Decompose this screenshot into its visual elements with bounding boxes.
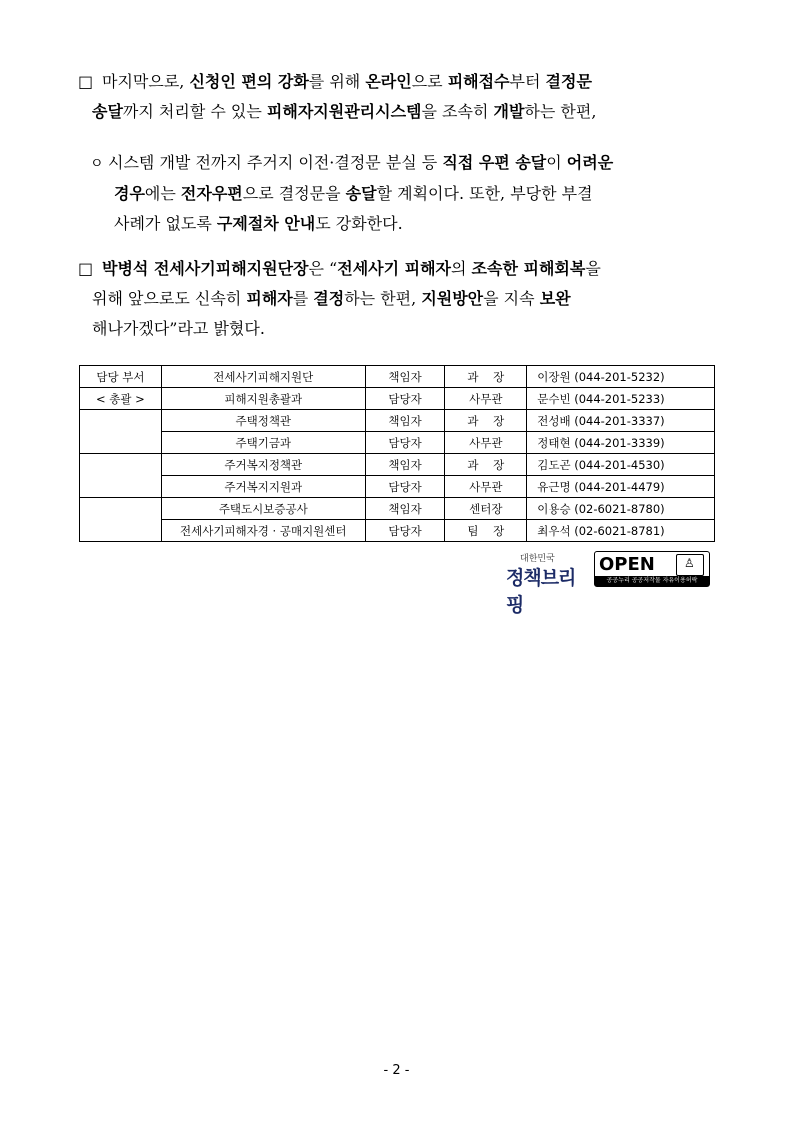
- policy-briefing-logo-text: 정책브리핑: [506, 567, 576, 616]
- bold-text-run: 송달: [92, 102, 123, 121]
- contact-person: 최우석 (02-6021-8781): [527, 520, 715, 542]
- para2-line1: [78, 148, 718, 179]
- dept-header-label: 담당 부서: [80, 366, 162, 388]
- org-unit: 피해지원총괄과: [161, 388, 365, 410]
- paragraph-email-delivery: [78, 148, 718, 239]
- contact-person: 김도곤 (044-201-4530): [527, 454, 715, 476]
- text-run: 까지 처리할 수 있는: [122, 102, 267, 121]
- text-run: 시스템 개발 전까지 주거지 이전·결정문 분실 등: [108, 153, 443, 172]
- org-unit: 주택기금과: [161, 432, 365, 454]
- table-row: [80, 454, 715, 476]
- bold-text-run: 구제절차 안내: [216, 214, 316, 233]
- dept-header-sub: < 총괄 >: [80, 388, 162, 410]
- para2-line2: [78, 179, 718, 209]
- bold-text-run: 피해자지원관리시스템: [266, 102, 422, 121]
- text-run: 마지막으로,: [102, 72, 190, 91]
- title-cell: 사무관: [445, 432, 527, 454]
- paragraph-online-system: [78, 67, 718, 127]
- org-unit: 주거복지지원과: [161, 476, 365, 498]
- role-cell: 담당자: [365, 520, 445, 542]
- table-row: [80, 476, 715, 498]
- empty-dept-cell: [80, 410, 162, 454]
- para3-line2: [78, 284, 718, 314]
- text-run: 위해 앞으로도 신속히: [92, 289, 247, 308]
- table-row: [80, 432, 715, 454]
- text-run: 할 계획이다. 또한, 부당한 부결: [376, 184, 593, 203]
- org-name: 주택도시보증공사: [161, 498, 365, 520]
- bold-text-run: 전자우편: [180, 184, 243, 203]
- policy-briefing-logo-small: 대한민국: [520, 554, 555, 564]
- role-cell: 책임자: [365, 366, 445, 388]
- title-cell: 팀 장: [445, 520, 527, 542]
- bold-text-run: 신청인 편의 강화: [189, 72, 309, 91]
- open-license-strip: 공공누리 공공저작물 자유이용허락: [595, 576, 709, 586]
- text-run: 으로: [411, 72, 448, 91]
- para3-line3: [78, 314, 718, 344]
- bold-text-run: 어려운: [566, 153, 614, 172]
- empty-dept-cell: [80, 498, 162, 542]
- contact-person: 정태현 (044-201-3339): [527, 432, 715, 454]
- para1-line2: [78, 97, 718, 127]
- table-row: [80, 388, 715, 410]
- bold-text-run: 송달: [345, 184, 377, 203]
- bold-text-run: 보완: [539, 289, 571, 308]
- text-run: 에는: [144, 184, 181, 203]
- org-unit: 전세사기피해자경 · 공매지원센터: [161, 520, 365, 542]
- text-run: 도 강화한다.: [315, 214, 403, 233]
- title-cell: 사무관: [445, 476, 527, 498]
- para3-line1: [78, 254, 718, 284]
- title-cell: 과 장: [445, 410, 527, 432]
- contact-person: 이용승 (02-6021-8780): [527, 498, 715, 520]
- role-cell: 담당자: [365, 432, 445, 454]
- square-bullet-icon: □: [78, 259, 94, 278]
- kogl-open-license-logo: [594, 551, 710, 587]
- page-number: - 2 -: [383, 1063, 410, 1078]
- text-run: 을 지속: [483, 289, 540, 308]
- circle-bullet-icon: ㅇ: [90, 156, 104, 172]
- bold-text-run: 지원방안: [421, 289, 484, 308]
- bold-text-run: 피해자: [246, 289, 293, 308]
- bold-text-run: 온라인: [365, 72, 412, 91]
- table-row: [80, 498, 715, 520]
- bold-text-run: 결정문: [545, 72, 592, 91]
- text-run: 을: [585, 259, 601, 278]
- table-row: [80, 410, 715, 432]
- text-run: 이: [546, 153, 567, 172]
- text-run: 은 “: [308, 259, 338, 278]
- title-cell: 과 장: [445, 454, 527, 476]
- policy-briefing-logo: [506, 549, 590, 616]
- table-row: [80, 366, 715, 388]
- text-run: 의: [451, 259, 472, 278]
- title-cell: 사무관: [445, 388, 527, 410]
- attribution-person-icon: ♙: [676, 554, 704, 576]
- contact-table: [79, 365, 715, 542]
- role-cell: 담당자: [365, 388, 445, 410]
- para2-line3: [78, 209, 718, 239]
- text-run: 를: [292, 289, 314, 308]
- bold-text-run: 개발: [493, 102, 525, 121]
- footer-logos: [506, 549, 710, 616]
- role-cell: 책임자: [365, 498, 445, 520]
- bold-text-run: 직접 우편 송달: [442, 153, 547, 172]
- contact-person: 유근명 (044-201-4479): [527, 476, 715, 498]
- text-run: 를 위해: [308, 72, 366, 91]
- square-bullet-icon: □: [78, 72, 94, 91]
- contact-person: 문수빈 (044-201-5233): [527, 388, 715, 410]
- open-logo-word: OPEN: [599, 554, 655, 575]
- text-run: 으로 결정문을: [242, 184, 346, 203]
- title-cell: 센터장: [445, 498, 527, 520]
- role-cell: 담당자: [365, 476, 445, 498]
- contact-person: 전성배 (044-201-3337): [527, 410, 715, 432]
- bold-text-run: 박병석 전세사기피해지원단장: [102, 259, 309, 278]
- text-run: 하는 한편,: [344, 289, 422, 308]
- text-run: 사례가 없도록: [114, 214, 217, 233]
- para1-line1: [78, 67, 718, 97]
- bold-text-run: 결정: [313, 289, 345, 308]
- bold-text-run: 전세사기 피해자: [337, 259, 451, 278]
- org-name: 전세사기피해지원단: [161, 366, 365, 388]
- empty-dept-cell: [80, 454, 162, 498]
- role-cell: 책임자: [365, 410, 445, 432]
- text-run: 하는 한편,: [524, 102, 597, 121]
- text-run: 을 조속히: [421, 102, 494, 121]
- text-run: 해나가겠다”라고 밝혔다.: [92, 319, 265, 338]
- role-cell: 책임자: [365, 454, 445, 476]
- paragraph-quote: [78, 254, 718, 344]
- bold-text-run: 피해접수: [447, 72, 510, 91]
- title-cell: 과 장: [445, 366, 527, 388]
- contact-person: 이장원 (044-201-5232): [527, 366, 715, 388]
- org-name: 주거복지정책관: [161, 454, 365, 476]
- org-name: 주택정책관: [161, 410, 365, 432]
- bold-text-run: 조속한 피해회복: [471, 259, 586, 278]
- text-run: 부터: [509, 72, 546, 91]
- bold-text-run: 경우: [114, 184, 145, 203]
- table-row: [80, 520, 715, 542]
